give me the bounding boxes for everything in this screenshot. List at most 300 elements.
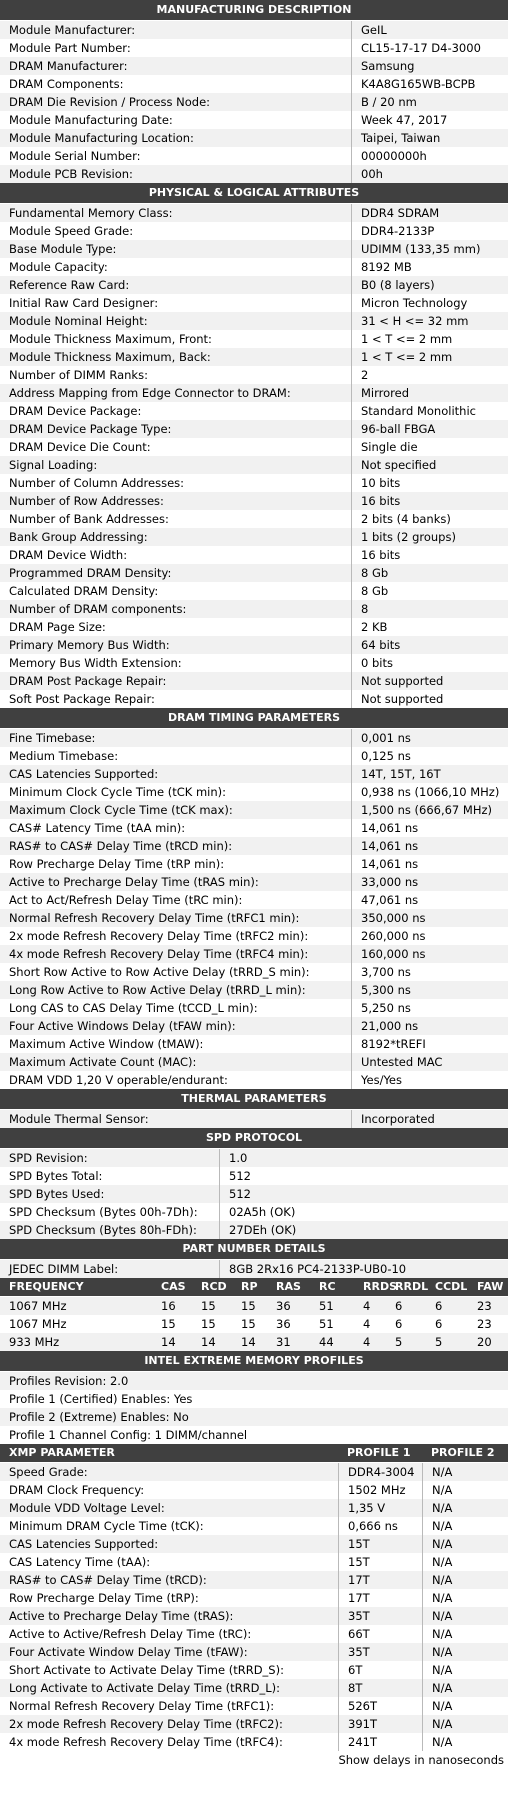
property-label: Number of Bank Addresses: [0, 510, 352, 528]
table-cell: 16 [161, 1299, 176, 1313]
property-row [0, 855, 508, 873]
property-label: Row Precharge Delay Time (tRP min): [0, 855, 352, 873]
property-row [0, 93, 508, 111]
property-value: 47,061 ns [361, 893, 419, 907]
property-label: Maximum Activate Count (MAC): [0, 1053, 352, 1071]
property-value: 10 bits [361, 476, 401, 490]
property-value: 64 bits [361, 638, 401, 652]
property-value: Untested MAC [361, 1055, 443, 1069]
property-label: DRAM Die Revision / Process Node: [0, 93, 352, 111]
xmp-section-header: INTEL EXTREME MEMORY PROFILES [0, 1351, 508, 1372]
property-label: JEDEC DIMM Label: [0, 1260, 220, 1278]
property-label: DRAM Device Die Count: [0, 438, 352, 456]
table-row [0, 1481, 508, 1499]
column-header: PROFILE 1 [347, 1446, 411, 1459]
property-label: Primary Memory Bus Width: [0, 636, 352, 654]
table-cell: 1,35 V [338, 1499, 422, 1517]
property-row [0, 600, 508, 618]
table-row [0, 1715, 508, 1733]
table-row [0, 1297, 508, 1315]
property-row [0, 39, 508, 57]
property-value: Incorporated [361, 1112, 435, 1126]
property-row [0, 1185, 508, 1203]
physical-rows [0, 204, 508, 708]
table-cell: N/A [422, 1463, 508, 1481]
property-label: Number of DIMM Ranks: [0, 366, 352, 384]
table-cell: 933 MHz [9, 1335, 60, 1349]
property-value: 8 Gb [361, 584, 389, 598]
table-cell: Module VDD Voltage Level: [9, 1501, 165, 1515]
property-row [0, 981, 508, 999]
property-label: Signal Loading: [0, 456, 352, 474]
property-value: 16 bits [361, 548, 401, 562]
table-cell: 17T [338, 1589, 422, 1607]
table-row [0, 1607, 508, 1625]
jedec-label-row [0, 1260, 508, 1278]
table-cell: 4x mode Refresh Recovery Delay Time (tRFC4): [9, 1735, 283, 1749]
property-label: Medium Timebase: [0, 747, 352, 765]
property-value: Samsung [361, 59, 415, 73]
property-label: DRAM Device Package Type: [0, 420, 352, 438]
property-value: 1 < T <= 2 mm [361, 350, 453, 364]
property-row [0, 21, 508, 39]
property-row [0, 111, 508, 129]
property-row [0, 165, 508, 183]
timing-section-header: DRAM TIMING PARAMETERS [0, 708, 508, 729]
column-header: RRDL [395, 1280, 429, 1293]
table-cell: DDR4-3004 [338, 1463, 422, 1481]
property-row [0, 1071, 508, 1089]
property-value: Not supported [361, 674, 444, 688]
column-header: FREQUENCY [9, 1280, 84, 1293]
property-value: 8 Gb [361, 566, 389, 580]
table-cell: N/A [422, 1481, 508, 1499]
property-label: Number of Row Addresses: [0, 492, 352, 510]
table-row [0, 1679, 508, 1697]
column-header: RP [241, 1280, 258, 1293]
property-value: 21,000 ns [361, 1019, 419, 1033]
xmp-table-body [0, 1463, 508, 1751]
column-header: RC [319, 1280, 336, 1293]
property-label: SPD Checksum (Bytes 80h-FDh): [0, 1221, 220, 1239]
property-row [0, 873, 508, 891]
property-row [0, 1035, 508, 1053]
property-row [0, 312, 508, 330]
property-value: 0,125 ns [361, 749, 411, 763]
property-row [0, 909, 508, 927]
table-cell: Active to Precharge Delay Time (tRAS): [9, 1609, 234, 1623]
table-row [0, 1643, 508, 1661]
property-row [0, 729, 508, 747]
table-cell: Speed Grade: [9, 1465, 88, 1479]
table-cell: 4 [363, 1299, 371, 1313]
table-cell: 1067 MHz [9, 1299, 67, 1313]
property-value: 14,061 ns [361, 857, 419, 871]
property-label: RAS# to CAS# Delay Time (tRCD min): [0, 837, 352, 855]
xmp-info-line: Profile 1 (Certified) Enables: Yes [0, 1390, 508, 1408]
table-cell: N/A [422, 1625, 508, 1643]
table-cell: Row Precharge Delay Time (tRP): [9, 1591, 199, 1605]
table-cell: 391T [338, 1715, 422, 1733]
property-value: CL15-17-17 D4-3000 [361, 41, 481, 55]
table-cell: N/A [422, 1661, 508, 1679]
property-row [0, 57, 508, 75]
property-value: 14,061 ns [361, 821, 419, 835]
table-cell: 14 [161, 1335, 176, 1349]
spd-rows [0, 1149, 508, 1239]
property-label: DRAM Components: [0, 75, 352, 93]
property-value: 00000000h [361, 149, 427, 163]
property-value: 31 < H <= 32 mm [361, 314, 469, 328]
table-row [0, 1571, 508, 1589]
table-cell: 0,666 ns [338, 1517, 422, 1535]
property-row [0, 348, 508, 366]
property-label: Fundamental Memory Class: [0, 204, 352, 222]
property-label: Short Row Active to Row Active Delay (tRRD_S min): [0, 963, 352, 981]
property-label: Active to Precharge Delay Time (tRAS min): [0, 873, 352, 891]
table-cell: 36 [276, 1299, 291, 1313]
property-value: 0,001 ns [361, 731, 411, 745]
property-value: 33,000 ns [361, 875, 419, 889]
property-row [0, 801, 508, 819]
table-cell: N/A [422, 1697, 508, 1715]
property-label: Number of DRAM components: [0, 600, 352, 618]
property-label: Module Speed Grade: [0, 222, 352, 240]
table-cell: RAS# to CAS# Delay Time (tRCD): [9, 1573, 207, 1587]
xmp-info [0, 1372, 508, 1444]
property-value: 2 [361, 368, 369, 382]
property-value: Standard Monolithic [361, 404, 476, 418]
property-row [0, 75, 508, 93]
partnum-section-header: PART NUMBER DETAILS [0, 1239, 508, 1260]
table-cell: 241T [338, 1733, 422, 1751]
table-cell: Normal Refresh Recovery Delay Time (tRFC1): [9, 1699, 275, 1713]
table-cell: 5 [435, 1335, 443, 1349]
property-value: 14T, 15T, 16T [361, 767, 441, 781]
property-value: Week 47, 2017 [361, 113, 448, 127]
property-label: Long Row Active to Row Active Delay (tRRD_L min): [0, 981, 352, 999]
table-cell: 15T [338, 1553, 422, 1571]
property-row [0, 1203, 508, 1221]
property-row [0, 204, 508, 222]
column-header: CCDL [435, 1280, 468, 1293]
property-row [0, 240, 508, 258]
property-value: 96-ball FBGA [361, 422, 436, 436]
manufacturing-section-header: MANUFACTURING DESCRIPTION [0, 0, 508, 21]
table-cell: 1502 MHz [338, 1481, 422, 1499]
property-label: DRAM Manufacturer: [0, 57, 352, 75]
property-value: 8GB 2Rx16 PC4-2133P-UB0-10 [229, 1262, 407, 1276]
property-label: 2x mode Refresh Recovery Delay Time (tRFC2 min): [0, 927, 352, 945]
property-label: Minimum Clock Cycle Time (tCK min): [0, 783, 352, 801]
table-cell: CAS Latencies Supported: [9, 1537, 159, 1551]
property-row [0, 747, 508, 765]
property-value: 8192 MB [361, 260, 412, 274]
table-cell: Minimum DRAM Cycle Time (tCK): [9, 1519, 204, 1533]
property-row [0, 294, 508, 312]
table-cell: 6 [435, 1317, 443, 1331]
property-value: 5,250 ns [361, 1001, 411, 1015]
property-label: Module Manufacturer: [0, 21, 352, 39]
table-cell: 15 [241, 1299, 256, 1313]
table-cell: Short Activate to Activate Delay Time (tRRD_S): [9, 1663, 284, 1677]
property-label: Memory Bus Width Extension: [0, 654, 352, 672]
table-cell: 66T [338, 1625, 422, 1643]
property-row [0, 438, 508, 456]
property-row [0, 672, 508, 690]
table-cell: N/A [422, 1535, 508, 1553]
table-cell: 23 [477, 1299, 492, 1313]
property-value: 350,000 ns [361, 911, 426, 925]
table-cell: N/A [422, 1571, 508, 1589]
property-row [0, 1149, 508, 1167]
column-header: RRDS [363, 1280, 397, 1293]
property-row [0, 564, 508, 582]
table-cell: 4 [363, 1317, 371, 1331]
table-cell: N/A [422, 1499, 508, 1517]
property-row [0, 927, 508, 945]
property-label: Module Thickness Maximum, Back: [0, 348, 352, 366]
property-label: Act to Act/Refresh Delay Time (tRC min): [0, 891, 352, 909]
property-value: DDR4-2133P [361, 224, 435, 238]
property-value: 512 [229, 1187, 251, 1201]
property-row [0, 510, 508, 528]
thermal-section-header: THERMAL PARAMETERS [0, 1089, 508, 1110]
manufacturing-rows [0, 21, 508, 183]
thermal-rows [0, 1110, 508, 1128]
table-cell: 6T [338, 1661, 422, 1679]
property-row [0, 819, 508, 837]
property-label: SPD Bytes Used: [0, 1185, 220, 1203]
property-row [0, 1017, 508, 1035]
property-label: DRAM Device Package: [0, 402, 352, 420]
table-cell: N/A [422, 1643, 508, 1661]
spd-section-header: SPD PROTOCOL [0, 1128, 508, 1149]
table-row [0, 1661, 508, 1679]
property-label: Maximum Clock Cycle Time (tCK max): [0, 801, 352, 819]
property-label: DRAM Post Package Repair: [0, 672, 352, 690]
table-cell: 20 [477, 1335, 492, 1349]
xmp-info-line: Profile 2 (Extreme) Enables: No [0, 1408, 508, 1426]
table-row [0, 1553, 508, 1571]
table-cell: CAS Latency Time (tAA): [9, 1555, 151, 1569]
property-label: Long CAS to CAS Delay Time (tCCD_L min): [0, 999, 352, 1017]
property-label: Module Part Number: [0, 39, 352, 57]
property-label: Reference Raw Card: [0, 276, 352, 294]
property-row [0, 582, 508, 600]
table-cell: 36 [276, 1317, 291, 1331]
property-value: 8 [361, 602, 369, 616]
property-row [0, 366, 508, 384]
property-row [0, 258, 508, 276]
property-row [0, 837, 508, 855]
property-value: GeIL [361, 23, 387, 37]
property-row [0, 618, 508, 636]
property-label: Maximum Active Window (tMAW): [0, 1035, 352, 1053]
property-row [0, 474, 508, 492]
table-cell: 31 [276, 1335, 291, 1349]
table-cell: 15 [241, 1317, 256, 1331]
table-row [0, 1733, 508, 1751]
property-row [0, 402, 508, 420]
table-cell: 6 [395, 1317, 403, 1331]
property-value: Yes/Yes [361, 1073, 403, 1087]
property-row [0, 945, 508, 963]
table-cell: DRAM Clock Frequency: [9, 1483, 145, 1497]
property-label: Module Manufacturing Date: [0, 111, 352, 129]
table-cell: 15 [201, 1317, 216, 1331]
table-cell: 1067 MHz [9, 1317, 67, 1331]
property-row [0, 1053, 508, 1071]
column-header: XMP PARAMETER [9, 1446, 115, 1459]
table-row [0, 1697, 508, 1715]
table-cell: 15T [338, 1535, 422, 1553]
property-value: Micron Technology [361, 296, 468, 310]
table-cell: N/A [422, 1607, 508, 1625]
property-value: 1.0 [229, 1151, 248, 1165]
table-cell: 35T [338, 1607, 422, 1625]
property-value: Single die [361, 440, 418, 454]
xmp-info-line: Profile 1 Channel Config: 1 DIMM/channel [0, 1426, 508, 1444]
table-cell: 8T [338, 1679, 422, 1697]
property-value: 2 KB [361, 620, 388, 634]
property-label: Module Capacity: [0, 258, 352, 276]
property-label: Programmed DRAM Density: [0, 564, 352, 582]
property-label: Module Serial Number: [0, 147, 352, 165]
table-cell: 6 [395, 1299, 403, 1313]
property-value: UDIMM (133,35 mm) [361, 242, 481, 256]
property-row [0, 963, 508, 981]
property-value: 160,000 ns [361, 947, 426, 961]
property-label: CAS# Latency Time (tAA min): [0, 819, 352, 837]
table-cell: 14 [201, 1335, 216, 1349]
property-row [0, 528, 508, 546]
property-row [0, 456, 508, 474]
property-label: SPD Revision: [0, 1149, 220, 1167]
property-value: 0 bits [361, 656, 393, 670]
column-header: PROFILE 2 [431, 1446, 495, 1459]
table-cell: Active to Active/Refresh Delay Time (tRC): [9, 1627, 252, 1641]
property-value: 2 bits (4 banks) [361, 512, 451, 526]
column-header: CAS [161, 1280, 186, 1293]
timing-rows [0, 729, 508, 1089]
property-value: 1 bits (2 groups) [361, 530, 456, 544]
property-value: 260,000 ns [361, 929, 426, 943]
table-row [0, 1517, 508, 1535]
table-cell: 6 [435, 1299, 443, 1313]
property-label: Number of Column Addresses: [0, 474, 352, 492]
property-value: B / 20 nm [361, 95, 417, 109]
property-value: 14,061 ns [361, 839, 419, 853]
table-cell: 4 [363, 1335, 371, 1349]
table-row [0, 1499, 508, 1517]
property-row [0, 636, 508, 654]
property-value: 00h [361, 167, 383, 181]
property-value: 3,700 ns [361, 965, 411, 979]
property-row [0, 999, 508, 1017]
xmp-info-line: Profiles Revision: 2.0 [0, 1372, 508, 1390]
table-row [0, 1625, 508, 1643]
table-cell: N/A [422, 1553, 508, 1571]
property-value: 1,500 ns (666,67 MHz) [361, 803, 492, 817]
property-label: SPD Checksum (Bytes 00h-7Dh): [0, 1203, 220, 1221]
table-row [0, 1463, 508, 1481]
table-cell: N/A [422, 1733, 508, 1751]
property-label: Calculated DRAM Density: [0, 582, 352, 600]
property-value: 512 [229, 1169, 251, 1183]
property-row [0, 276, 508, 294]
table-cell: N/A [422, 1589, 508, 1607]
property-label: CAS Latencies Supported: [0, 765, 352, 783]
xmp-table-header [0, 1444, 508, 1463]
property-row [0, 1167, 508, 1185]
property-row [0, 492, 508, 510]
table-cell: 44 [319, 1335, 334, 1349]
property-label: Address Mapping from Edge Connector to DRAM: [0, 384, 352, 402]
table-cell: N/A [422, 1517, 508, 1535]
physical-section-header: PHYSICAL & LOGICAL ATTRIBUTES [0, 183, 508, 204]
frequency-table-header [0, 1278, 508, 1297]
property-value: DDR4 SDRAM [361, 206, 440, 220]
table-cell: 51 [319, 1317, 334, 1331]
property-label: DRAM Page Size: [0, 618, 352, 636]
column-header: RCD [201, 1280, 227, 1293]
property-label: Module Thermal Sensor: [0, 1110, 352, 1128]
property-value: 5,300 ns [361, 983, 411, 997]
property-row [0, 654, 508, 672]
table-cell: N/A [422, 1715, 508, 1733]
property-label: 4x mode Refresh Recovery Delay Time (tRFC4 min): [0, 945, 352, 963]
property-label: Four Active Windows Delay (tFAW min): [0, 1017, 352, 1035]
property-label: Module Thickness Maximum, Front: [0, 330, 352, 348]
table-cell: 2x mode Refresh Recovery Delay Time (tRFC2): [9, 1717, 283, 1731]
property-row [0, 765, 508, 783]
property-value: 27DEh (OK) [229, 1223, 297, 1237]
property-value: 16 bits [361, 494, 401, 508]
property-row [0, 546, 508, 564]
show-delays-link[interactable]: Show delays in nanoseconds [0, 1751, 508, 1769]
property-value: B0 (8 layers) [361, 278, 435, 292]
property-row [0, 1110, 508, 1128]
table-cell: 15 [161, 1317, 176, 1331]
table-cell: Four Activate Window Delay Time (tFAW): [9, 1645, 248, 1659]
property-row [0, 129, 508, 147]
property-label: Soft Post Package Repair: [0, 690, 352, 708]
table-cell: N/A [422, 1679, 508, 1697]
table-cell: 14 [241, 1335, 256, 1349]
property-row [0, 330, 508, 348]
property-label: Normal Refresh Recovery Delay Time (tRFC1 min): [0, 909, 352, 927]
table-row [0, 1333, 508, 1351]
property-label: Module PCB Revision: [0, 165, 352, 183]
table-cell: 35T [338, 1643, 422, 1661]
property-row [0, 690, 508, 708]
property-row [0, 783, 508, 801]
property-value: Not supported [361, 692, 444, 706]
property-row [0, 147, 508, 165]
table-cell: Long Activate to Activate Delay Time (tRRD_L): [9, 1681, 281, 1695]
table-cell: 526T [338, 1697, 422, 1715]
column-header: RAS [276, 1280, 301, 1293]
table-cell: 5 [395, 1335, 403, 1349]
frequency-table-body [0, 1297, 508, 1351]
property-label: Module Manufacturing Location: [0, 129, 352, 147]
property-value: 02A5h (OK) [229, 1205, 296, 1219]
table-cell: 51 [319, 1299, 334, 1313]
property-value: Not specified [361, 458, 437, 472]
property-label: DRAM VDD 1,20 V operable/endurant: [0, 1071, 352, 1089]
table-row [0, 1589, 508, 1607]
